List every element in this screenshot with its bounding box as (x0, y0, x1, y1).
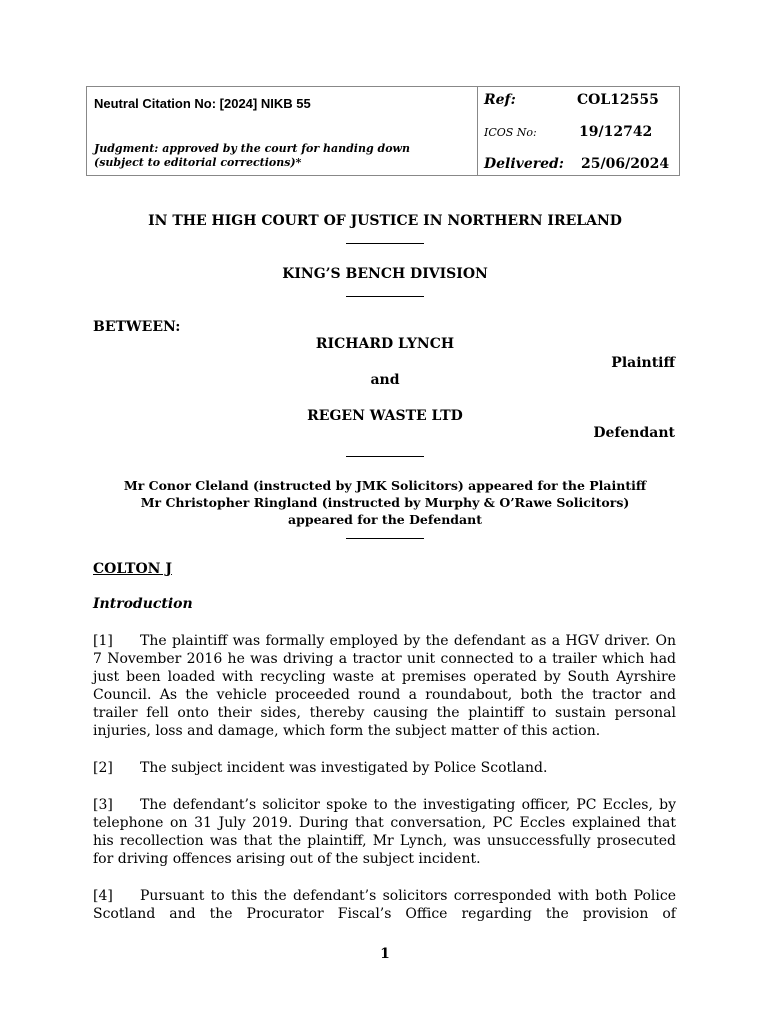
delivered-label: Delivered: (484, 156, 564, 172)
defendant-role: Defendant (593, 425, 675, 441)
divider (346, 456, 424, 457)
approval-note-line2: (subject to editorial corrections)* (94, 156, 302, 169)
plaintiff-name: RICHARD LYNCH (315, 336, 455, 352)
divider (346, 538, 424, 539)
paragraph-number: [4] (93, 888, 113, 904)
counsel-defendant-cont: appeared for the Defendant (288, 512, 482, 527)
divider (346, 296, 424, 297)
icos-label: ICOS No: (484, 126, 537, 139)
paragraph-2 (93, 759, 676, 777)
page-number: 1 (380, 946, 390, 962)
paragraph-text: The plaintiff was formally employed by the defendant as a HGV driver. On 7 November 2016 he was driving a tractor unit connected to a trailer which had just been loaded with recycling waste at premises operated by South Ayrshire Council. As the vehicle proceeded round a roundabout, both the tractor and trailer fell onto their sides, thereby causing the plaintiff to sustain personal injuries, loss and damage, which form the subject matter of this action. (93, 633, 676, 739)
approval-note-line1: Judgment: approved by the court for handing down (94, 142, 411, 155)
paragraph-4 (93, 887, 676, 923)
citation-header-box (86, 86, 680, 176)
citation-left-cell (87, 87, 478, 175)
defendant-name: REGEN WASTE LTD (307, 408, 463, 424)
paragraph-number: [2] (93, 760, 113, 776)
approval-note (94, 142, 410, 170)
counsel-plaintiff: Mr Conor Cleland (instructed by JMK Solicitors) appeared for the Plaintiff (123, 478, 647, 493)
delivered-value: 25/06/2024 (581, 156, 670, 172)
between-label: BETWEEN: (93, 319, 181, 335)
ref-value: COL12555 (577, 92, 659, 108)
icos-value: 19/12742 (579, 124, 653, 140)
and-connector: and (370, 372, 400, 388)
counsel-defendant: Mr Christopher Ringland (instructed by Murphy & O’Rawe Solicitors) (140, 495, 630, 510)
plaintiff-role: Plaintiff (611, 355, 675, 371)
neutral-citation: Neutral Citation No: [2024] NIKB 55 (94, 96, 311, 111)
paragraph-text: Pursuant to this the defendant’s solicitors corresponded with both Police Scotland and the Procurator Fiscal’s Office regarding the provision of (93, 888, 676, 922)
judge-name: COLTON J (93, 561, 172, 577)
paragraph-text: The subject incident was investigated by Police Scotland. (140, 760, 548, 776)
paragraph-1 (93, 632, 676, 740)
section-heading: Introduction (93, 596, 193, 612)
division-title: KING’S BENCH DIVISION (282, 266, 488, 282)
paragraph-number: [1] (93, 633, 113, 649)
counsel-block (86, 477, 684, 528)
court-title: IN THE HIGH COURT OF JUSTICE IN NORTHERN IRELAND (148, 213, 622, 229)
paragraph-text: The defendant’s solicitor spoke to the investigating officer, PC Eccles, by telephone on 31 July 2019. During that conversation, PC Eccles explained that his recollection was that the plaintiff, Mr Lynch, was unsuccessfully prosecuted for driving offences arising out of the subject incident. (93, 797, 676, 867)
divider (346, 243, 424, 244)
paragraph-3 (93, 796, 676, 868)
paragraph-number: [3] (93, 797, 113, 813)
ref-label: Ref: (484, 92, 516, 108)
